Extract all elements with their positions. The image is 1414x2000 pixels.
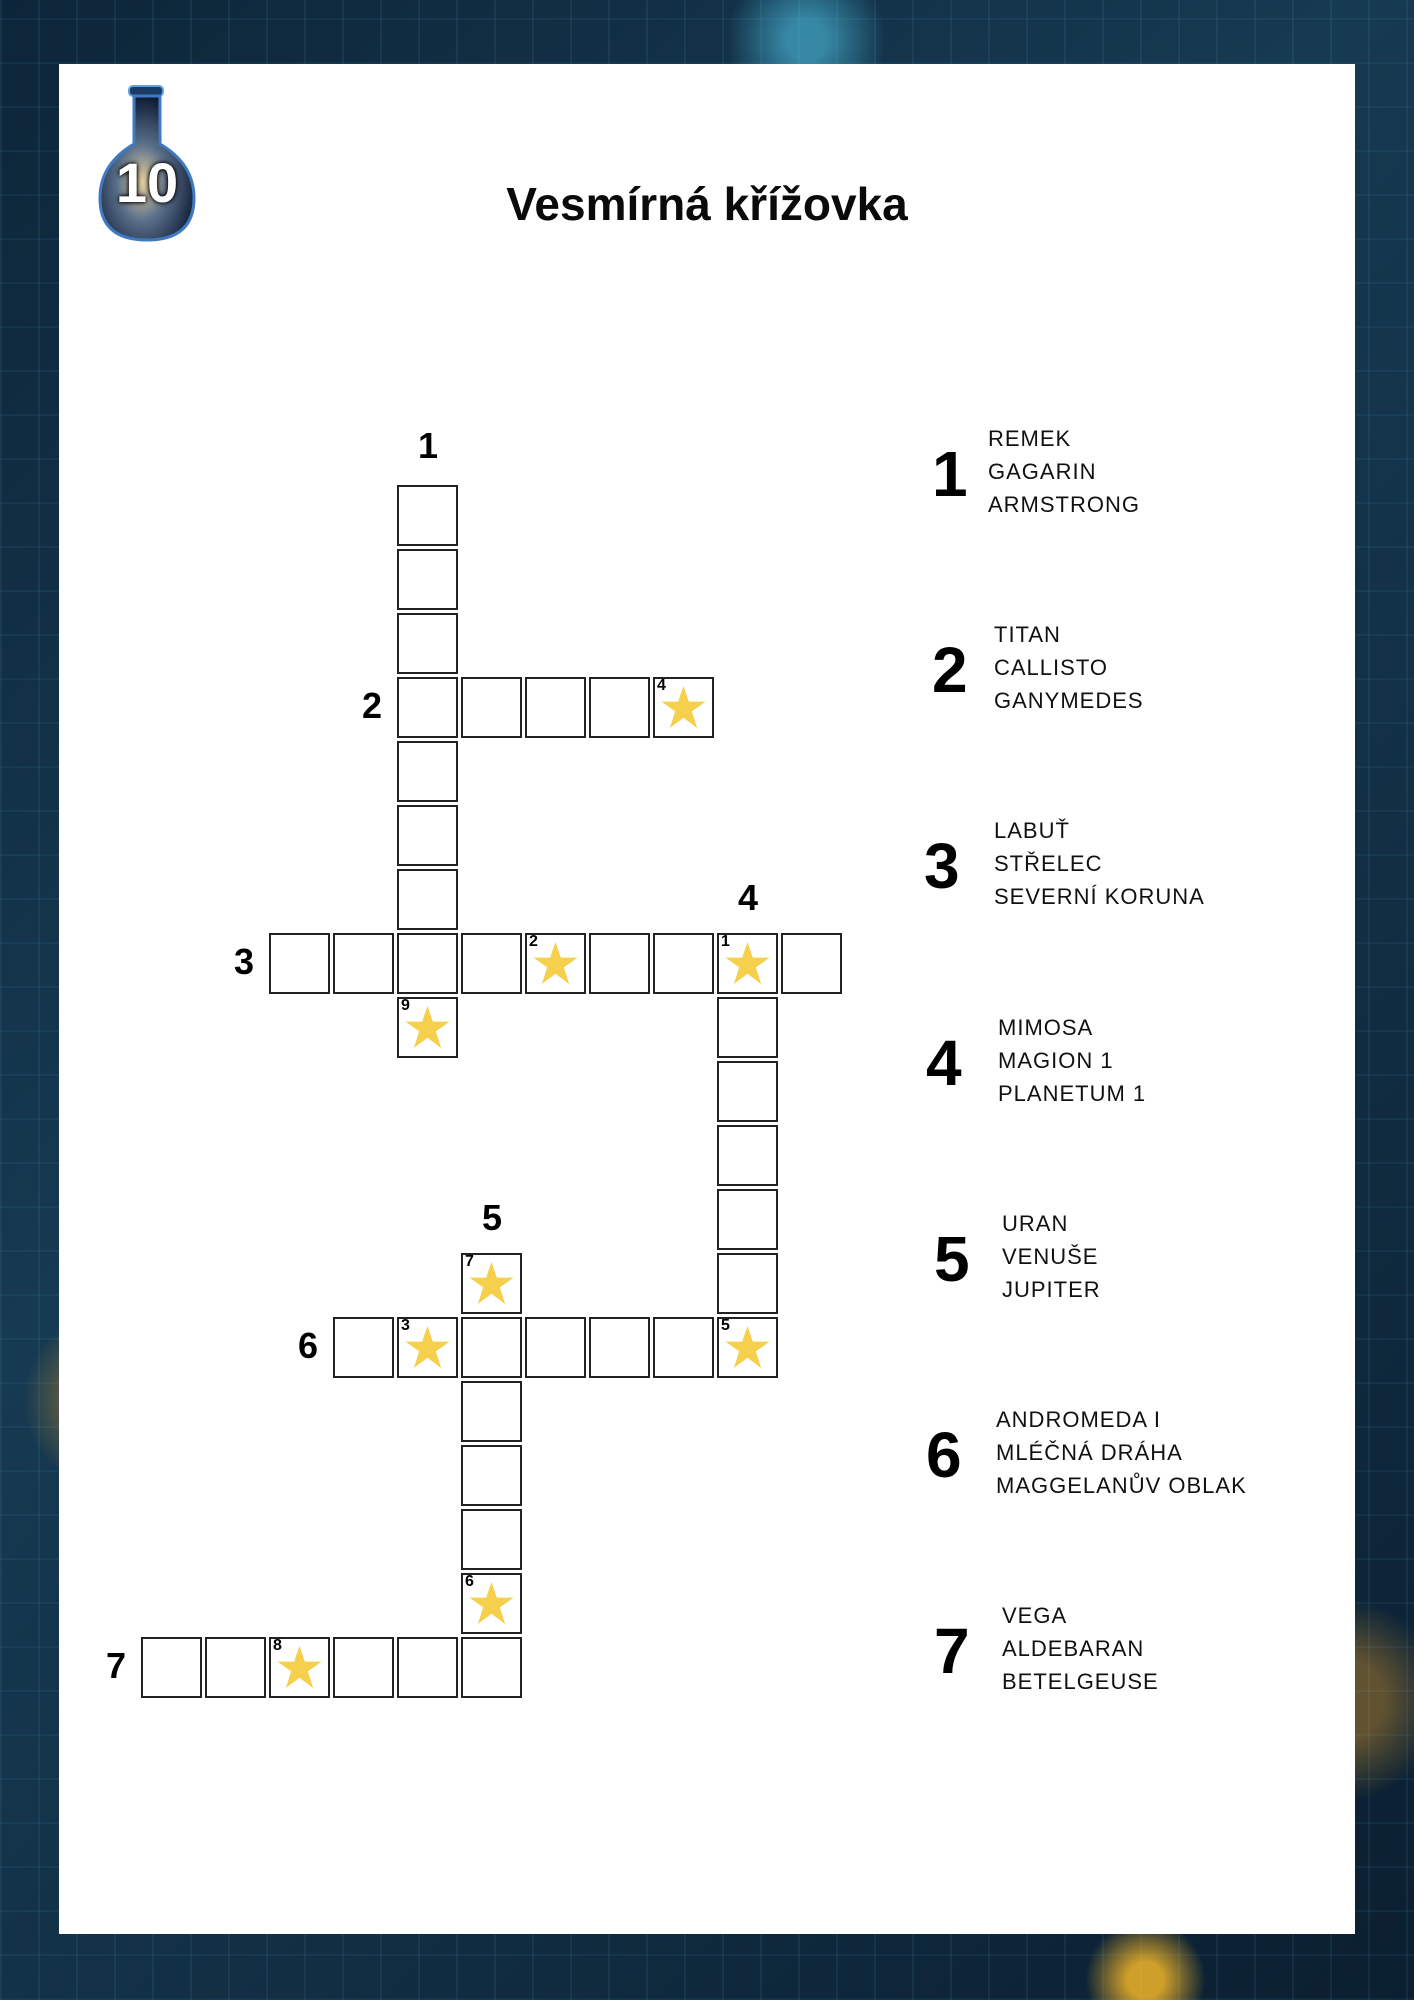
star-marker: 4 (657, 677, 666, 694)
clue-number: 5 (934, 1223, 970, 1295)
cell[interactable] (333, 1317, 394, 1378)
clue-word: SEVERNÍ KORUNA (994, 884, 1205, 909)
clue-number: 4 (926, 1027, 962, 1099)
star-icon (659, 683, 708, 732)
clue-number: 7 (934, 1615, 970, 1687)
cell[interactable] (397, 677, 458, 738)
cell[interactable] (461, 1509, 522, 1570)
cell[interactable] (653, 1317, 714, 1378)
cell[interactable] (461, 1317, 522, 1378)
cell[interactable] (717, 1125, 778, 1186)
star-marker: 7 (465, 1253, 474, 1270)
clue-word: GAGARIN (988, 459, 1097, 484)
clue-word: PLANETUM 1 (998, 1081, 1147, 1106)
star-icon (723, 1323, 772, 1372)
cell[interactable] (589, 1317, 650, 1378)
clue-word: ANDROMEDA I (996, 1407, 1162, 1432)
clue-word: GANYMEDES (994, 688, 1144, 713)
clue-word: VENUŠE (1002, 1244, 1099, 1269)
page-title: Vesmírná křížovka (506, 178, 908, 230)
word-number-2: 2 (361, 685, 383, 726)
cell[interactable] (461, 933, 522, 994)
star-marker: 9 (401, 997, 410, 1014)
cell[interactable] (589, 933, 650, 994)
clue-number: 1 (932, 438, 968, 510)
cell[interactable] (205, 1637, 266, 1698)
clue-word: JUPITER (1002, 1277, 1101, 1302)
clue-number: 6 (926, 1419, 962, 1491)
star-marker: 5 (721, 1317, 730, 1334)
cell[interactable] (397, 485, 458, 546)
clue-word: MLÉČNÁ DRÁHA (996, 1440, 1183, 1465)
clue-word: ARMSTRONG (988, 492, 1140, 517)
clue-word: MAGGELANŮV OBLAK (996, 1473, 1247, 1498)
star-icon (531, 939, 580, 988)
clue-number: 3 (924, 830, 960, 902)
clue-word: VEGA (1002, 1603, 1068, 1628)
cell[interactable] (717, 1253, 778, 1314)
word-number-7: 7 (105, 1645, 127, 1686)
cell-star[interactable] (717, 1317, 778, 1378)
word-number-3: 3 (233, 941, 255, 982)
clue-word: CALLISTO (994, 655, 1108, 680)
cell[interactable] (525, 677, 586, 738)
word-number-5: 5 (481, 1197, 503, 1238)
star-marker: 2 (529, 933, 538, 950)
word-number-1: 1 (417, 425, 439, 466)
star-icon (467, 1259, 516, 1308)
cell[interactable] (397, 869, 458, 930)
cell-star[interactable] (397, 1317, 458, 1378)
cell-star[interactable] (653, 677, 714, 738)
clue-word: BETELGEUSE (1002, 1669, 1159, 1694)
cell[interactable] (397, 805, 458, 866)
star-icon (723, 939, 772, 988)
star-marker: 1 (721, 933, 730, 950)
clue-word: STŘELEC (994, 851, 1103, 876)
cell[interactable] (525, 1317, 586, 1378)
clue-number: 2 (932, 634, 968, 706)
star-icon (275, 1643, 324, 1692)
cell[interactable] (717, 997, 778, 1058)
star-marker: 6 (465, 1573, 474, 1590)
badge-number: 10 (115, 151, 179, 214)
cell[interactable] (461, 1637, 522, 1698)
star-marker: 8 (273, 1637, 282, 1654)
cell[interactable] (461, 1381, 522, 1442)
cell[interactable] (333, 933, 394, 994)
cell-star[interactable] (461, 1573, 522, 1634)
cell-star[interactable] (397, 997, 458, 1058)
cell[interactable] (269, 933, 330, 994)
clue-word: TITAN (994, 622, 1061, 647)
cell[interactable] (717, 1189, 778, 1250)
clue-word: MIMOSA (998, 1015, 1094, 1040)
cell-star[interactable] (461, 1253, 522, 1314)
clue-word: MAGION 1 (998, 1048, 1114, 1073)
star-icon (403, 1323, 452, 1372)
cell[interactable] (461, 677, 522, 738)
cell[interactable] (141, 1637, 202, 1698)
clue-word: LABUŤ (994, 818, 1070, 843)
cell-star[interactable] (269, 1637, 330, 1698)
cell[interactable] (397, 1637, 458, 1698)
word-number-4: 4 (737, 877, 759, 918)
clue-word: URAN (1002, 1211, 1069, 1236)
cell[interactable] (397, 549, 458, 610)
cell[interactable] (397, 741, 458, 802)
cell[interactable] (781, 933, 842, 994)
star-marker: 3 (401, 1317, 410, 1334)
cell[interactable] (397, 933, 458, 994)
cell-star[interactable] (717, 933, 778, 994)
clue-word: REMEK (988, 426, 1072, 451)
star-icon (403, 1003, 452, 1052)
cell[interactable] (461, 1445, 522, 1506)
cell[interactable] (397, 613, 458, 674)
cell[interactable] (589, 677, 650, 738)
cell-star[interactable] (525, 933, 586, 994)
clue-word: ALDEBARAN (1002, 1636, 1145, 1661)
cell[interactable] (717, 1061, 778, 1122)
word-number-6: 6 (297, 1325, 319, 1366)
cell[interactable] (653, 933, 714, 994)
star-icon (467, 1579, 516, 1628)
cell[interactable] (333, 1637, 394, 1698)
